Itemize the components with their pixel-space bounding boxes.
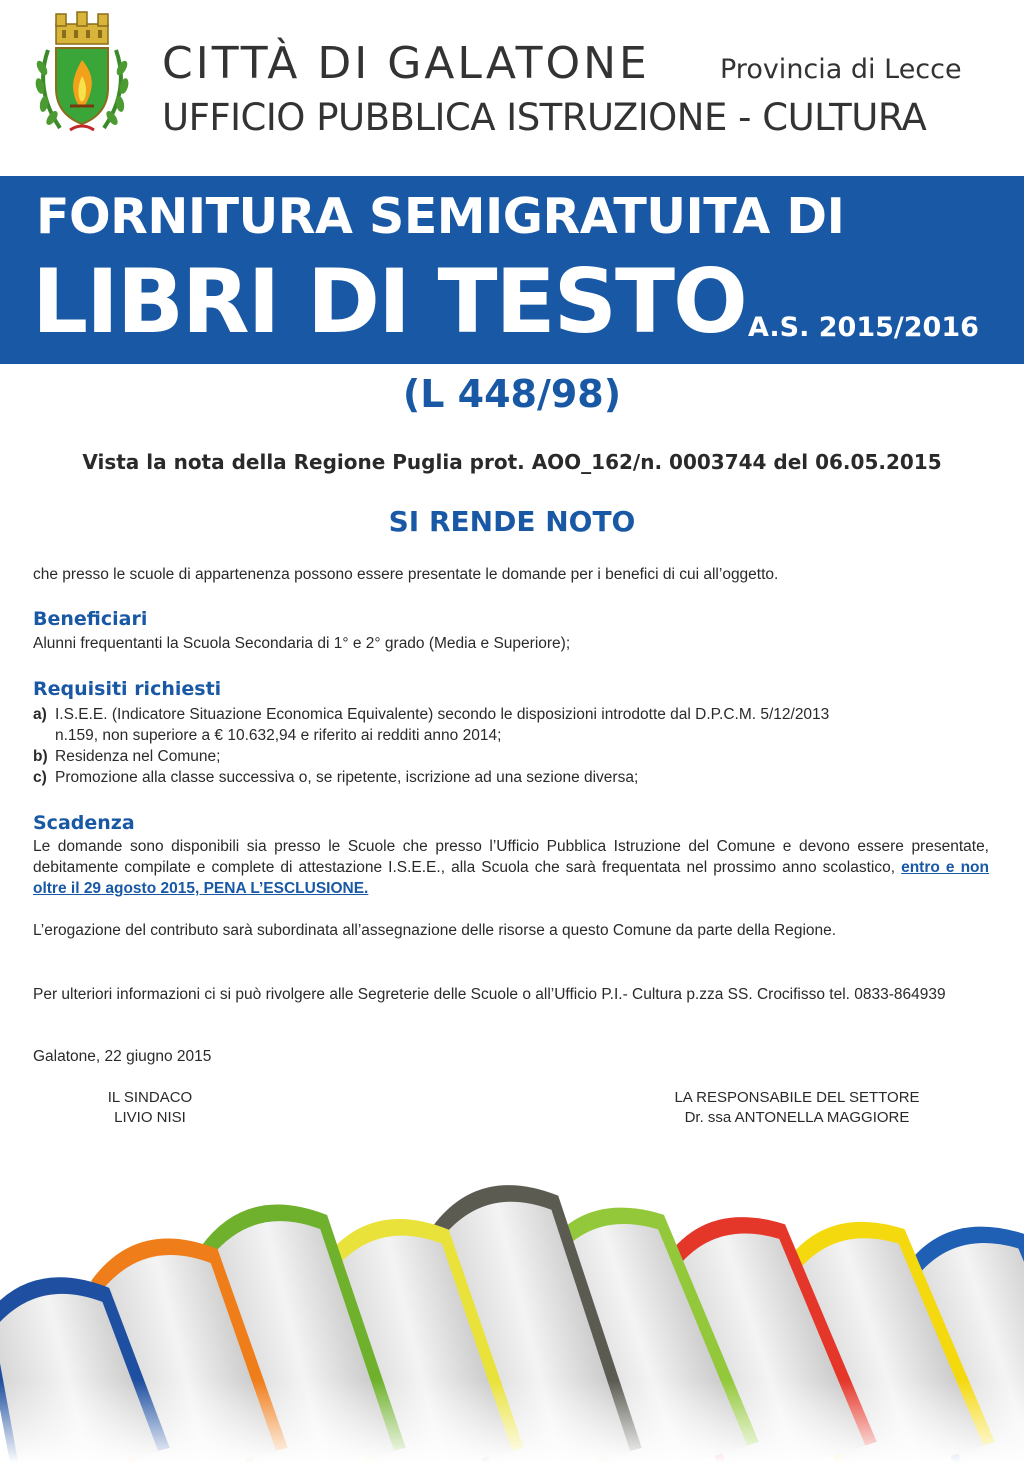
place-date: Galatone, 22 giugno 2015 [33,1048,212,1065]
mayor-signature-block [80,1088,220,1128]
galatone-coat-of-arms-icon [30,10,134,140]
mayor-name: LIVIO NISI [114,1109,186,1126]
requirement-text: I.S.E.E. (Indicatore Situazione Economica Equivalente) secondo le disposizioni introdotte dal D.P.C.M. 5/12/2013 [55,706,830,723]
scadenza-text [33,836,989,899]
province-name: Provincia di Lecce [720,54,962,85]
office-name: UFFICIO PUBBLICA ISTRUZIONE - CULTURA [162,96,927,139]
announcement-heading: SI RENDE NOTO [388,505,636,538]
beneficiari-text: Alunni frequentanti la Scuola Secondaria di 1° e 2° grado (Media e Superiore); [33,635,571,652]
books-illustration [0,1130,1024,1463]
requirement-c [33,767,638,788]
erogazione-text: L’erogazione del contributo sarà subordinata all’assegnazione delle risorse a questo Comune da parte della Regione. [33,922,837,939]
requirement-text: Residenza nel Comune; [55,748,221,765]
manager-signature-block [640,1088,954,1128]
beneficiari-heading: Beneficiari [33,608,148,630]
scadenza-body: Le domande sono disponibili sia presso le Scuole che presso l’Ufficio Pubblica Istruzione del Comune e devono essere presentate, debitamente compilate e complete di attestazione I.S.E.E., alla Scuola che sarà frequentata nel prossimo anno scolastico, [33,838,989,876]
requirement-a-continuation: n.159, non superiore a € 10.632,94 e riferito ai redditi anno 2014; [55,727,502,744]
info-text: Per ulteriori informazioni ci si può rivolgere alle Segreterie delle Scuole o all’Ufficio P.I.- Cultura p.zza SS. Crocifisso tel. 0833-864939 [33,986,946,1003]
requirement-b [33,746,220,767]
requirement-text: Promozione alla classe successiva o, se ripetente, iscrizione ad una sezione diversa; [55,769,639,786]
school-year: A.S. 2015/2016 [748,312,979,343]
regional-note: Vista la nota della Regione Puglia prot. AOO_162/n. 0003744 del 06.05.2015 [82,450,942,474]
requirement-letter: c) [33,769,47,786]
law-reference: (L 448/98) [402,372,622,416]
intro-text: che presso le scuole di appartenenza possono essere presentate le domande per i benefici di cui all’oggetto. [33,566,779,583]
city-name: CITTÀ DI GALATONE [162,38,650,89]
banner-title-line1: FORNITURA SEMIGRATUITA DI [36,188,845,245]
requirement-a [33,704,829,725]
manager-name: Dr. ssa ANTONELLA MAGGIORE [684,1109,910,1126]
requirement-letter: b) [33,748,48,765]
requisiti-heading: Requisiti richiesti [33,678,222,700]
mayor-title: IL SINDACO [107,1089,193,1106]
deadline-notice: entro e non oltre il 29 agosto 2015, PENA L’ESCLUSIONE. [33,859,989,897]
requirement-letter: a) [33,706,47,723]
manager-title: LA RESPONSABILE DEL SETTORE [674,1089,920,1106]
scadenza-heading: Scadenza [33,812,135,834]
banner-title-line2: LIBRI DI TESTO [32,250,746,353]
